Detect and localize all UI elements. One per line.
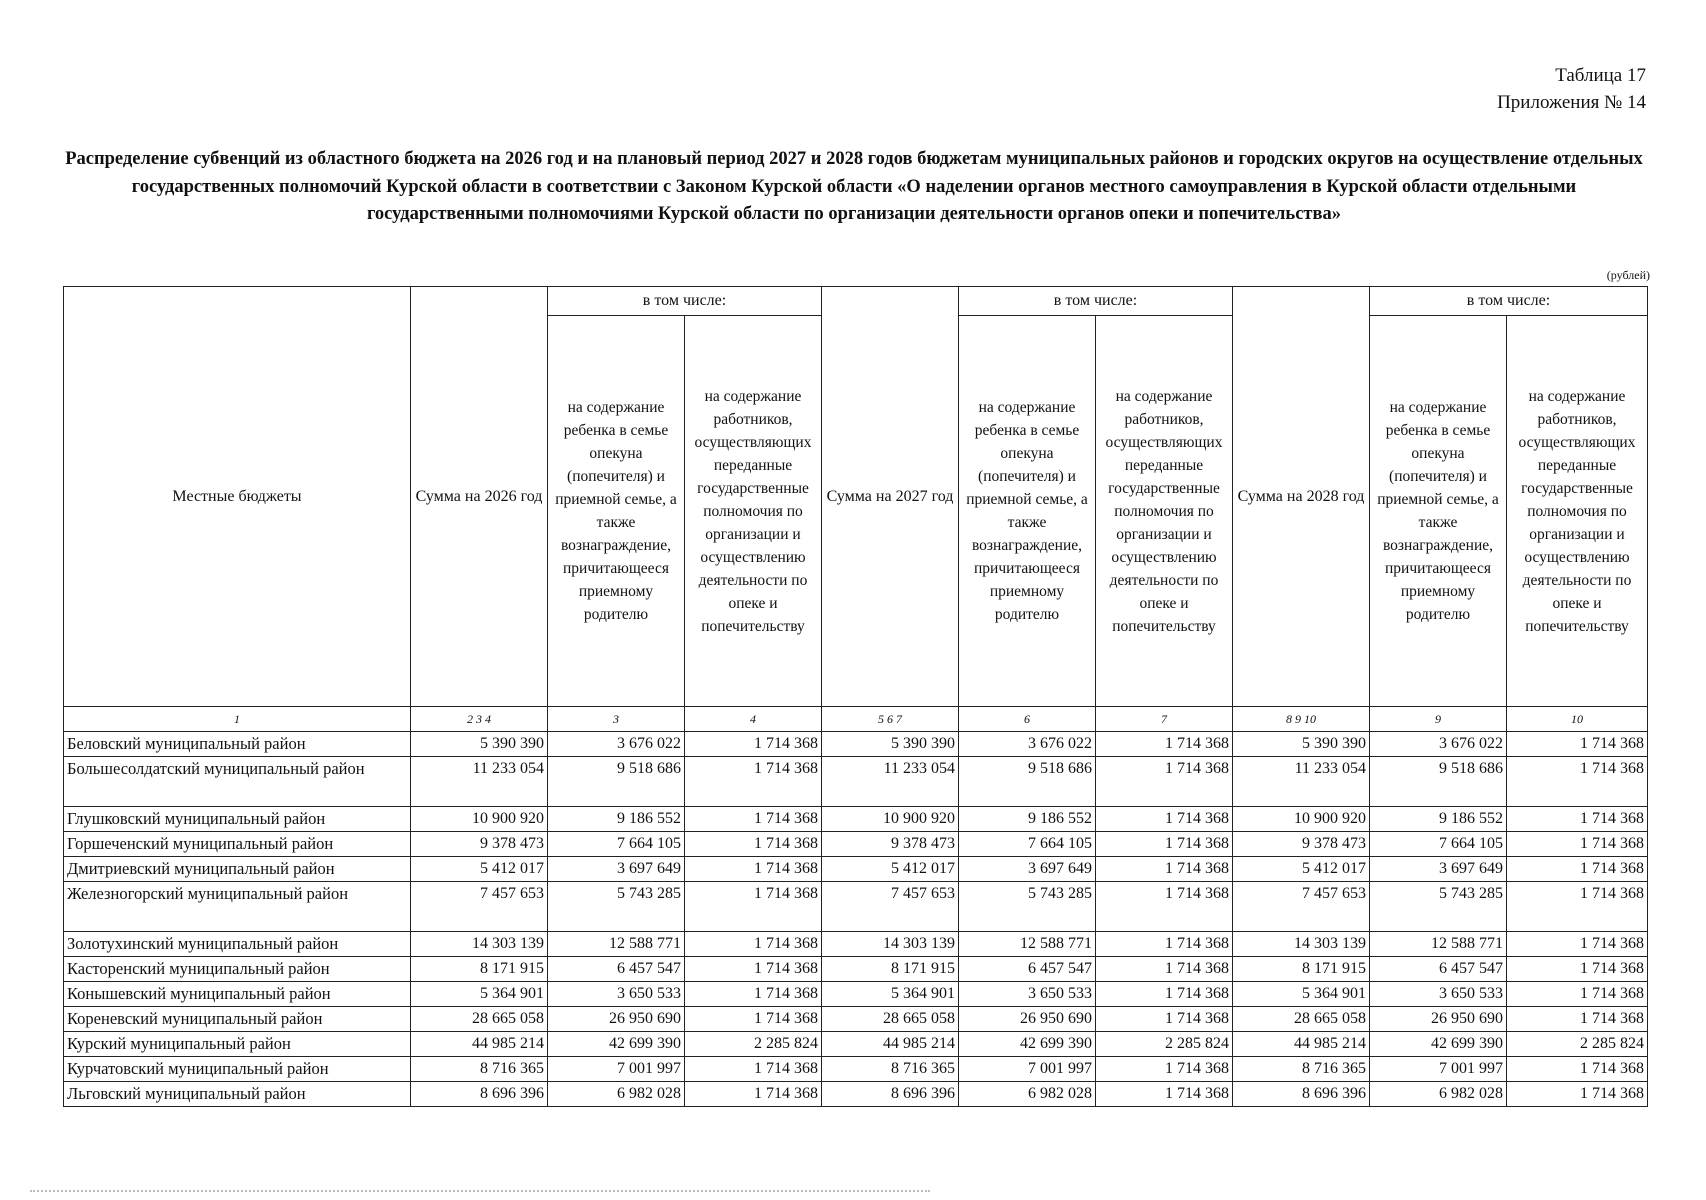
value-cell: 1 714 368 [685,732,822,757]
table-row [64,1082,1648,1107]
district-name: Конышевский муниципальный район [64,982,411,1007]
value-cell: 9 378 473 [411,832,548,857]
district-name: Кореневский муниципальный район [64,1007,411,1032]
table-reference [1497,62,1646,116]
value-cell: 1 714 368 [1096,757,1233,807]
value-cell: 44 985 214 [411,1032,548,1057]
value-cell: 8 171 915 [822,957,959,982]
col-header-local-budgets: Местные бюджеты [64,287,411,707]
value-cell: 9 186 552 [959,807,1096,832]
value-cell: 1 714 368 [1096,882,1233,932]
document-title: Распределение субвенций из областного бюджета на 2026 год и на плановый период 2027 и 2028 годов бюджетам муниципальных районов и городских округов на осуществление отдельных государственных полномочий Курской области в соответствии с Законом Курской области «О наделении органов местного самоуправления в Курской области отдельными государственными полномочиями Курской области по организации деятельности органов опеки и попечительства» [65,149,1643,224]
value-cell: 10 900 920 [1233,807,1370,832]
value-cell: 7 001 997 [1370,1057,1507,1082]
value-cell: 1 714 368 [1507,982,1648,1007]
value-cell: 7 664 105 [1370,832,1507,857]
col-header-child-2028: на содержание ребенка в семье опекуна (попечителя) и приемной семье, а также вознаграждение, причитающееся приемному родителю [1370,316,1507,707]
column-number: 3 [548,707,685,732]
value-cell: 44 985 214 [822,1032,959,1057]
table-row [64,932,1648,957]
value-cell: 9 518 686 [548,757,685,807]
table-row [64,882,1648,932]
value-cell: 5 364 901 [822,982,959,1007]
value-cell: 5 743 285 [1370,882,1507,932]
value-cell: 5 390 390 [411,732,548,757]
units-label: (рублей) [1606,268,1650,282]
value-cell: 1 714 368 [1507,807,1648,832]
value-cell: 26 950 690 [959,1007,1096,1032]
column-number: 8 9 10 [1233,707,1370,732]
value-cell: 14 303 139 [822,932,959,957]
value-cell: 1 714 368 [685,957,822,982]
value-cell: 42 699 390 [1370,1032,1507,1057]
table-row [64,732,1648,757]
value-cell: 1 714 368 [685,1082,822,1107]
value-cell: 9 186 552 [1370,807,1507,832]
value-cell: 1 714 368 [685,882,822,932]
value-cell: 8 716 365 [822,1057,959,1082]
column-number: 7 [1096,707,1233,732]
district-name: Глушковский муниципальный район [64,807,411,832]
value-cell: 1 714 368 [1507,1082,1648,1107]
col-header-sum-2028: Сумма на 2028 год [1233,287,1370,707]
value-cell: 11 233 054 [822,757,959,807]
value-cell: 7 664 105 [548,832,685,857]
value-cell: 26 950 690 [548,1007,685,1032]
value-cell: 1 714 368 [1507,932,1648,957]
value-cell: 1 714 368 [1096,957,1233,982]
value-cell: 2 285 824 [685,1032,822,1057]
value-cell: 5 412 017 [822,857,959,882]
value-cell: 7 664 105 [959,832,1096,857]
col-header-sum-2026: Сумма на 2026 год [411,287,548,707]
value-cell: 8 696 396 [822,1082,959,1107]
value-cell: 1 714 368 [1096,1007,1233,1032]
value-cell: 10 900 920 [411,807,548,832]
value-cell: 2 285 824 [1507,1032,1648,1057]
col-header-including-2028: в том числе: [1370,287,1648,316]
value-cell: 42 699 390 [548,1032,685,1057]
value-cell: 28 665 058 [1233,1007,1370,1032]
column-number: 2 3 4 [411,707,548,732]
district-name: Большесолдатский муниципальный район [64,757,411,807]
value-cell: 2 285 824 [1096,1032,1233,1057]
value-cell: 6 457 547 [1370,957,1507,982]
value-cell: 6 457 547 [548,957,685,982]
value-cell: 1 714 368 [685,982,822,1007]
value-cell: 3 650 533 [1370,982,1507,1007]
value-cell: 7 001 997 [959,1057,1096,1082]
value-cell: 9 378 473 [822,832,959,857]
value-cell: 8 171 915 [1233,957,1370,982]
value-cell: 1 714 368 [1507,832,1648,857]
value-cell: 9 518 686 [959,757,1096,807]
value-cell: 5 390 390 [822,732,959,757]
value-cell: 1 714 368 [1507,957,1648,982]
value-cell: 8 696 396 [1233,1082,1370,1107]
value-cell: 1 714 368 [685,932,822,957]
page-bottom-artifact [30,1190,930,1200]
value-cell: 7 001 997 [548,1057,685,1082]
value-cell: 6 982 028 [959,1082,1096,1107]
value-cell: 44 985 214 [1233,1032,1370,1057]
table-row [64,807,1648,832]
table-number: Таблица 17 [1555,65,1646,86]
value-cell: 5 743 285 [548,882,685,932]
value-cell: 8 716 365 [411,1057,548,1082]
value-cell: 14 303 139 [1233,932,1370,957]
value-cell: 5 390 390 [1233,732,1370,757]
value-cell: 11 233 054 [411,757,548,807]
col-header-sum-2027: Сумма на 2027 год [822,287,959,707]
value-cell: 28 665 058 [411,1007,548,1032]
table-row [64,1057,1648,1082]
value-cell: 1 714 368 [1096,807,1233,832]
value-cell: 1 714 368 [1507,882,1648,932]
value-cell: 1 714 368 [685,757,822,807]
table-row [64,832,1648,857]
value-cell: 6 982 028 [548,1082,685,1107]
value-cell: 1 714 368 [1507,757,1648,807]
value-cell: 1 714 368 [685,807,822,832]
value-cell: 7 457 653 [1233,882,1370,932]
value-cell: 1 714 368 [1096,932,1233,957]
column-number: 1 [64,707,411,732]
table-row [64,982,1648,1007]
value-cell: 1 714 368 [1096,857,1233,882]
subvention-table [63,286,1648,1107]
column-number: 10 [1507,707,1648,732]
value-cell: 12 588 771 [959,932,1096,957]
column-number: 9 [1370,707,1507,732]
value-cell: 1 714 368 [685,857,822,882]
value-cell: 5 412 017 [1233,857,1370,882]
value-cell: 5 412 017 [411,857,548,882]
col-header-staff-2027: на содержание работников, осуществляющих переданные государственные полномочия по организации и осуществлению деятельности по опеке и попечительству [1096,316,1233,707]
district-name: Льговский муниципальный район [64,1082,411,1107]
value-cell: 1 714 368 [1096,1082,1233,1107]
value-cell: 1 714 368 [1096,982,1233,1007]
value-cell: 1 714 368 [1096,1057,1233,1082]
district-name: Железногорский муниципальный район [64,882,411,932]
value-cell: 1 714 368 [1507,1007,1648,1032]
value-cell: 12 588 771 [548,932,685,957]
value-cell: 1 714 368 [1507,732,1648,757]
value-cell: 8 696 396 [411,1082,548,1107]
value-cell: 14 303 139 [411,932,548,957]
value-cell: 6 457 547 [959,957,1096,982]
table-row [64,757,1648,807]
value-cell: 8 716 365 [1233,1057,1370,1082]
district-name: Горшеченский муниципальный район [64,832,411,857]
value-cell: 10 900 920 [822,807,959,832]
col-header-child-2026: на содержание ребенка в семье опекуна (попечителя) и приемной семье, а также вознаграждение, причитающееся приемному родителю [548,316,685,707]
value-cell: 1 714 368 [1507,1057,1648,1082]
value-cell: 1 714 368 [1096,832,1233,857]
value-cell: 1 714 368 [1096,732,1233,757]
district-name: Беловский муниципальный район [64,732,411,757]
value-cell: 3 697 649 [548,857,685,882]
value-cell: 9 518 686 [1370,757,1507,807]
value-cell: 9 186 552 [548,807,685,832]
value-cell: 1 714 368 [1507,857,1648,882]
value-cell: 12 588 771 [1370,932,1507,957]
value-cell: 3 676 022 [959,732,1096,757]
district-name: Курчатовский муниципальный район [64,1057,411,1082]
appendix-number: Приложения № 14 [1497,92,1646,113]
col-header-staff-2028: на содержание работников, осуществляющих переданные государственные полномочия по организации и осуществлению деятельности по опеке и попечительству [1507,316,1648,707]
value-cell: 42 699 390 [959,1032,1096,1057]
value-cell: 3 697 649 [959,857,1096,882]
table-row [64,1007,1648,1032]
col-header-child-2027: на содержание ребенка в семье опекуна (попечителя) и приемной семье, а также вознаграждение, причитающееся приемному родителю [959,316,1096,707]
value-cell: 3 650 533 [959,982,1096,1007]
table-row [64,857,1648,882]
value-cell: 3 676 022 [548,732,685,757]
value-cell: 26 950 690 [1370,1007,1507,1032]
value-cell: 1 714 368 [685,1007,822,1032]
value-cell: 3 676 022 [1370,732,1507,757]
value-cell: 28 665 058 [822,1007,959,1032]
value-cell: 6 982 028 [1370,1082,1507,1107]
table-row [64,957,1648,982]
column-number: 5 6 7 [822,707,959,732]
district-name: Касторенский муниципальный район [64,957,411,982]
table-row [64,1032,1648,1057]
value-cell: 5 364 901 [1233,982,1370,1007]
col-header-including-2026: в том числе: [548,287,822,316]
value-cell: 7 457 653 [822,882,959,932]
value-cell: 3 697 649 [1370,857,1507,882]
value-cell: 7 457 653 [411,882,548,932]
value-cell: 5 364 901 [411,982,548,1007]
column-number: 4 [685,707,822,732]
value-cell: 8 171 915 [411,957,548,982]
district-name: Золотухинский муниципальный район [64,932,411,957]
value-cell: 3 650 533 [548,982,685,1007]
value-cell: 11 233 054 [1233,757,1370,807]
district-name: Курский муниципальный район [64,1032,411,1057]
value-cell: 1 714 368 [685,832,822,857]
value-cell: 1 714 368 [685,1057,822,1082]
value-cell: 9 378 473 [1233,832,1370,857]
column-number-row [64,707,1648,732]
value-cell: 5 743 285 [959,882,1096,932]
col-header-including-2027: в том числе: [959,287,1233,316]
district-name: Дмитриевский муниципальный район [64,857,411,882]
col-header-staff-2026: на содержание работников, осуществляющих переданные государственные полномочия по организации и осуществлению деятельности по опеке и попечительству [685,316,822,707]
column-number: 6 [959,707,1096,732]
